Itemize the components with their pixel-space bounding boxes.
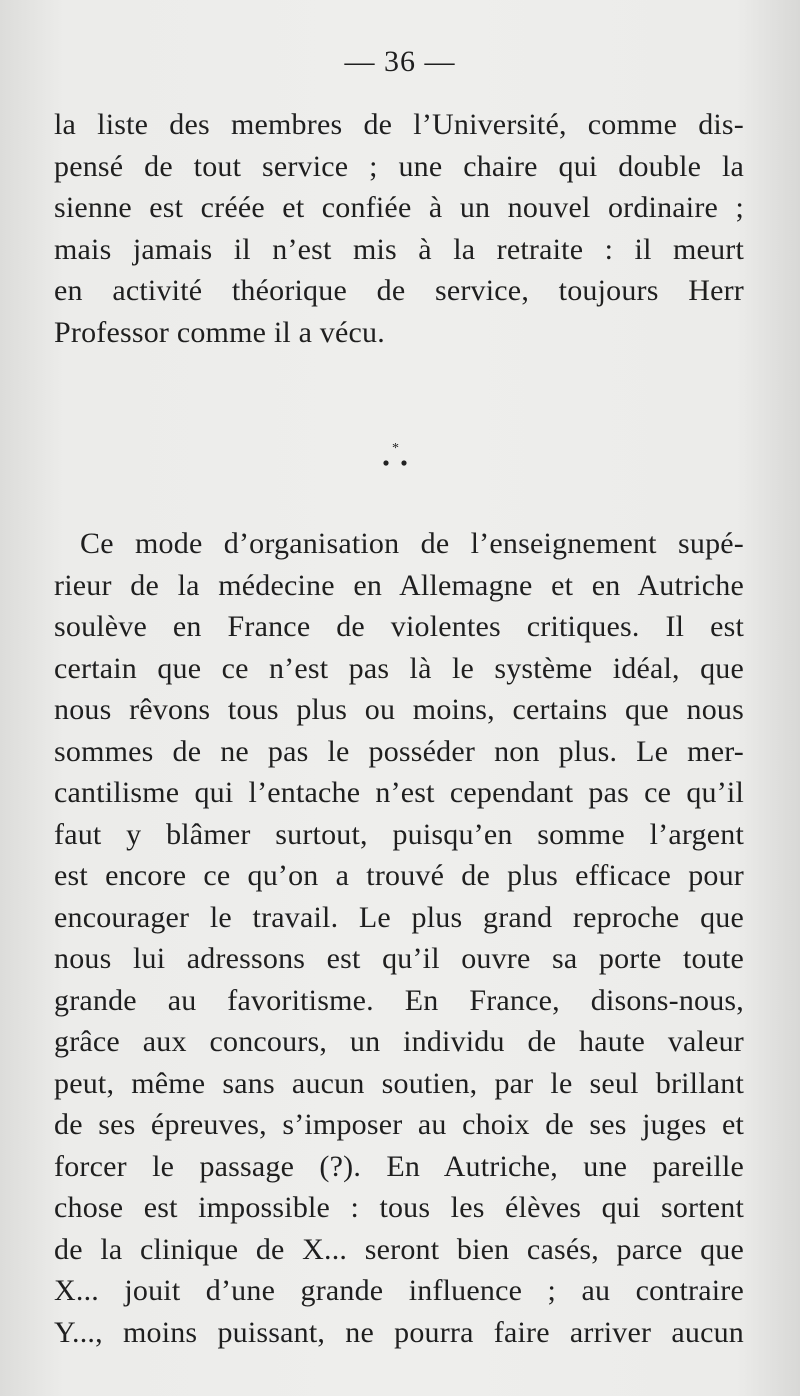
text-line: X... jouit d’une grande influence ; au contraire	[54, 1274, 744, 1307]
text-line: sienne est créée et confiée à un nouvel ordinaire ;	[54, 191, 744, 224]
text-line: Ce mode d’organisation de l’enseignement supé-	[80, 527, 744, 560]
text-line: Professor comme il a vécu.	[54, 315, 385, 349]
text-line: mais jamais il n’est mis à la retraite : il meurt	[54, 232, 744, 266]
text-line: en activité théorique de service, toujours Herr	[54, 274, 744, 307]
text-line: grâce aux concours, un individu de haute valeur	[54, 1025, 744, 1058]
text-line: de ses épreuves, s’imposer au choix de ses juges et	[54, 1108, 744, 1141]
paragraph-main	[54, 523, 744, 1353]
text-line: sommes de ne pas le posséder non plus. Le mer-	[54, 734, 744, 768]
text-line: Y..., moins puissant, ne pourra faire arriver aucun	[54, 1315, 744, 1349]
text-line: nous lui adressons est qu’il ouvre sa porte toute	[54, 942, 744, 975]
text-line: cantilisme qui l’entache n’est cependant pas ce qu’il	[54, 776, 744, 809]
text-line: nous rêvons tous plus ou moins, certains que nous	[54, 693, 744, 726]
text-line: de la clinique de X... seront bien casés, parce que	[54, 1232, 744, 1266]
text-line: peut, même sans aucun soutien, par le seul brillant	[54, 1066, 744, 1100]
text-line: chose est impossible : tous les élèves qui sortent	[54, 1191, 744, 1224]
text-line: encourager le travail. Le plus grand reproche que	[54, 900, 744, 934]
text-line: est encore ce qu’on a trouvé de plus efficace pour	[54, 859, 744, 892]
asterism-separator-icon	[375, 436, 415, 476]
text-line: pensé de tout service ; une chaire qui double la	[54, 149, 744, 183]
page-number: — 36 —	[344, 45, 456, 78]
text-line: forcer le passage (?). En Autriche, une pareille	[54, 1149, 744, 1183]
text-line: soulève en France de violentes critiques. Il est	[54, 610, 744, 643]
text-line: la liste des membres de l’Université, comme dis-	[54, 108, 744, 141]
svg-text:*: *	[392, 441, 399, 456]
text-line: certain que ce n’est pas là le système idéal, que	[54, 651, 744, 685]
text-line: grande au favoritisme. En France, disons-nous,	[54, 983, 744, 1017]
text-line: faut y blâmer surtout, puisqu’en somme l’argent	[54, 817, 744, 851]
text-line: rieur de la médecine en Allemagne et en Autriche	[54, 568, 744, 602]
paragraph-continuation	[54, 104, 744, 353]
